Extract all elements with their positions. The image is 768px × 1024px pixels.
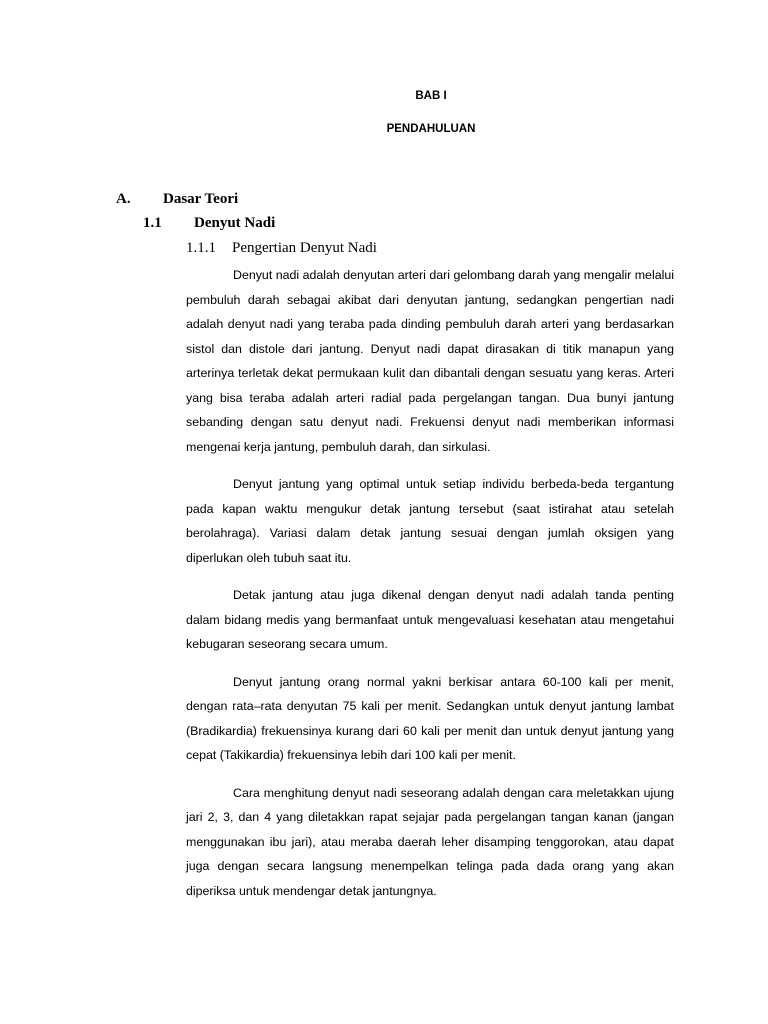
chapter-label: BAB I [415,90,447,102]
section-1-1-1-title: Pengertian Denyut Nadi [232,240,377,256]
section-a-heading [116,191,238,208]
paragraph: Denyut jantung orang normal yakni berkisar antara 60-100 kali per menit, dengan rata–rata denyutan 75 kali per menit. Sedangkan untuk denyut jantung lambat (Bradikardia) frekuensinya kurang dari 60 kali per menit dan untuk denyut jantung yang cepat (Takikardia) frekuensinya lebih dari 100 kali per menit. [186,674,674,762]
section-1-1-1-heading [186,240,377,257]
section-1-1-number: 1.1 [143,215,162,231]
paragraph: Cara menghitung denyut nadi seseorang adalah dengan cara meletakkan ujung jari 2, 3, dan 4 yang diletakkan rapat sejajar pada pergelangan tangan kanan (jangan menggunakan ibu jari), atau meraba daerah leher disamping tenggorokan, atau dapat juga dengan secara langsung menempelkan telinga pada dada orang yang akan diperiksa untuk mendengar detak jantungnya. [186,785,674,898]
section-1-1-1-number: 1.1.1 [186,240,216,256]
section-a-title: Dasar Teori [163,191,239,207]
section-a-number: A. [116,191,131,207]
body-text [186,263,674,916]
chapter-title: PENDAHULUAN [386,123,476,135]
paragraph: Denyut jantung yang optimal untuk setiap individu berbeda-beda tergantung pada kapan waktu mengukur detak jantung tersebut (saat istirahat atau setelah berolahraga). Variasi dalam detak jantung sesuai dengan jumlah oksigen yang diperlukan oleh tubuh saat itu. [186,477,674,565]
paragraph: Detak jantung atau juga dikenal dengan denyut nadi adalah tanda penting dalam bidang medis yang bermanfaat untuk mengevaluasi kesehatan atau mengetahui kebugaran seseorang secara umum. [186,588,674,651]
section-1-1-heading [143,215,275,232]
section-1-1-title: Denyut Nadi [194,215,276,231]
paragraph: Denyut nadi adalah denyutan arteri dari gelombang darah yang mengalir melalui pembuluh darah sebagai akibat dari denyutan jantung, sedangkan pengertian nadi adalah denyut nadi yang teraba pada dinding pembuluh darah arteri yang berdasarkan sistol dan distole dari jantung. Denyut nadi dapat dirasakan di titik manapun yang arterinya terletak dekat permukaan kulit dan dibantali dengan sesuatu yang keras. Arteri yang bisa teraba adalah arteri radial pada pergelangan tangan. Dua bunyi jantung sebanding dengan satu denyut nadi. Frekuensi denyut nadi memberikan informasi mengenai kerja jantung, pembuluh darah, dan sirkulasi. [186,268,674,454]
